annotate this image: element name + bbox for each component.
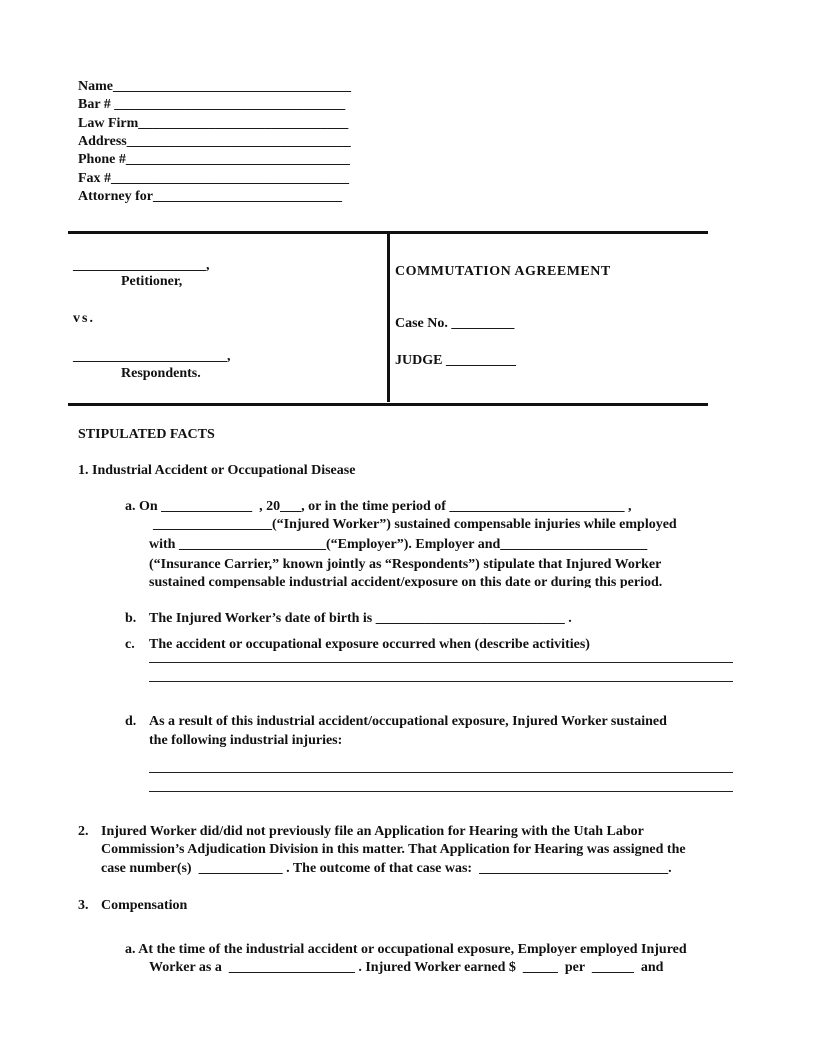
item1d-label: d. bbox=[125, 714, 137, 729]
fax-field[interactable]: Fax #__________________________________ bbox=[78, 171, 350, 186]
item3a-text: a. At the time of the industrial accident or occupational exposure, Employer employed Injured bbox=[125, 942, 687, 957]
attorney-for-field[interactable]: Attorney for___________________________ bbox=[78, 189, 343, 204]
item1a-line: with _____________________(“Employer”). Employer and_____________________ bbox=[149, 537, 648, 552]
respondents-field[interactable]: ______________________, bbox=[73, 349, 231, 364]
item1a-line: sustained compensable industrial accident/exposure on this date or during this period. bbox=[149, 575, 663, 588]
item3a-text: Worker as a __________________ . Injured Worker earned $ _____ per ______ and bbox=[149, 960, 664, 975]
petitioner-label: Petitioner, bbox=[121, 274, 183, 289]
caption-divider bbox=[387, 234, 390, 402]
item1c-label: c. bbox=[125, 637, 135, 652]
item2-label: 2. bbox=[78, 824, 89, 839]
law-firm-field[interactable]: Law Firm______________________________ bbox=[78, 116, 349, 131]
phone-field[interactable]: Phone #________________________________ bbox=[78, 152, 350, 167]
document-title: COMMUTATION AGREEMENT bbox=[395, 264, 611, 279]
name-field[interactable]: Name__________________________________ bbox=[78, 79, 351, 94]
petitioner-field[interactable]: ___________________, bbox=[73, 258, 210, 273]
bar-number-field[interactable]: Bar # _________________________________ bbox=[78, 97, 346, 112]
injuries-line[interactable] bbox=[149, 791, 733, 792]
item1a-line: (“Insurance Carrier,” known jointly as “Respondents”) stipulate that Injured Worker bbox=[149, 557, 662, 572]
activities-line[interactable] bbox=[149, 681, 733, 682]
address-field[interactable]: Address________________________________ bbox=[78, 134, 351, 149]
case-number-field[interactable]: Case No. _________ bbox=[395, 316, 515, 331]
activities-line[interactable] bbox=[149, 662, 733, 663]
caption-bottom-rule bbox=[68, 403, 708, 406]
item1a-line: a. On _____________ , 20___, or in the time period of _________________________ , bbox=[125, 499, 632, 514]
item1b-text: The Injured Worker’s date of birth is ___________________________ . bbox=[149, 611, 572, 626]
item1d-text: As a result of this industrial accident/occupational exposure, Injured Worker sustained bbox=[149, 714, 667, 729]
respondents-label: Respondents. bbox=[121, 366, 201, 381]
item1a-line: _________________(“Injured Worker”) sustained compensable injuries while employed bbox=[153, 517, 677, 532]
item2-text: Commission’s Adjudication Division in this matter. That Application for Hearing was assigned the bbox=[101, 842, 686, 857]
judge-field[interactable]: JUDGE __________ bbox=[395, 353, 516, 368]
item2-text: case number(s) ____________ . The outcome of that case was: ___________________________. bbox=[101, 861, 672, 876]
section-heading: STIPULATED FACTS bbox=[78, 427, 215, 442]
item1b-label: b. bbox=[125, 611, 137, 626]
item1d-text: the following industrial injuries: bbox=[149, 733, 343, 748]
versus-label: vs. bbox=[73, 311, 95, 326]
item1c-text: The accident or occupational exposure occurred when (describe activities) bbox=[149, 637, 590, 652]
item2-text: Injured Worker did/did not previously file an Application for Hearing with the Utah Labor bbox=[101, 824, 644, 839]
item3-heading: Compensation bbox=[101, 898, 188, 913]
item3-label: 3. bbox=[78, 898, 89, 913]
item1-heading: 1. Industrial Accident or Occupational Disease bbox=[78, 463, 356, 478]
injuries-line[interactable] bbox=[149, 772, 733, 773]
